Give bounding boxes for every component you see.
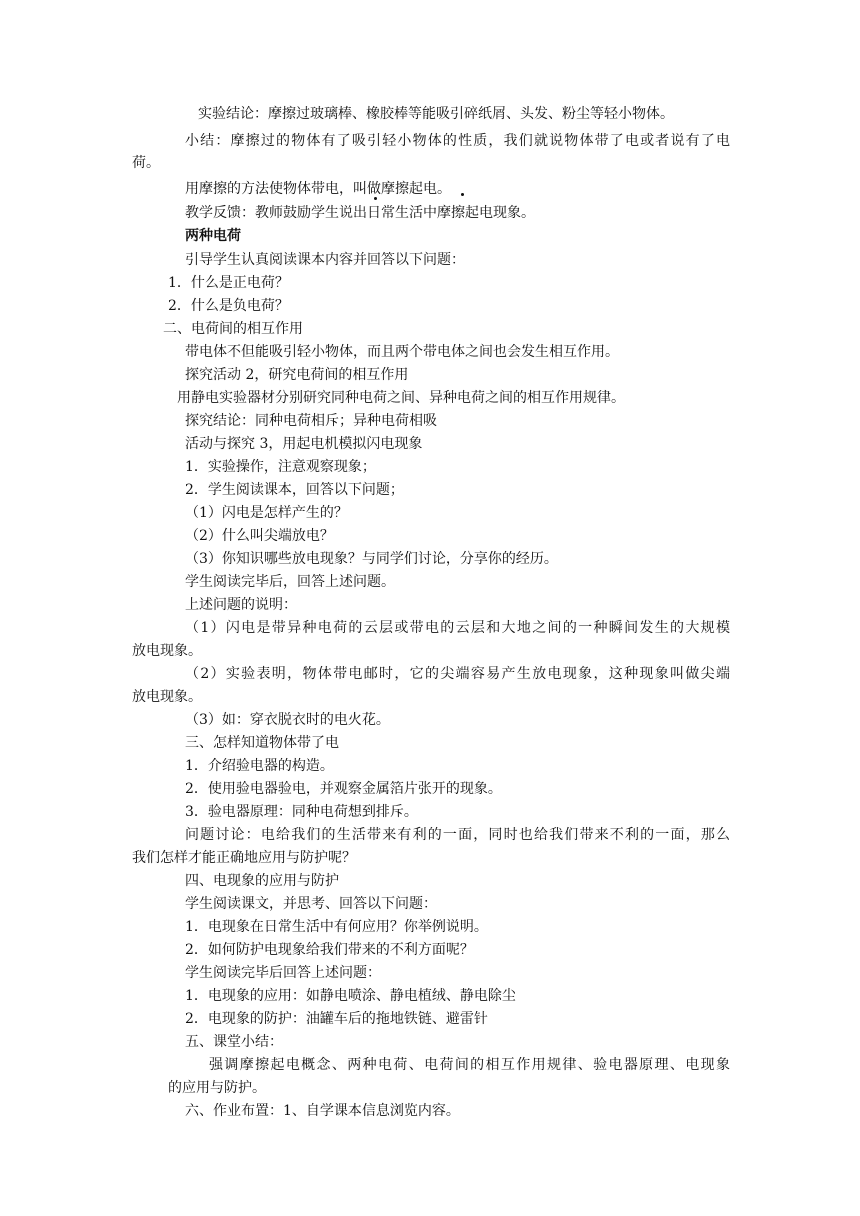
text-line: 用静电实验器材分别研究同种电荷之间、异种电荷之间的相互作用规律。	[177, 390, 625, 406]
section-heading: 二、电荷间的相互作用	[163, 321, 303, 337]
text-line: 实验结论：摩擦过玻璃棒、橡胶棒等能吸引碎纸屑、头发、粉尘等轻小物体。	[198, 106, 674, 122]
text-line: （2）什么叫尖端放电？	[185, 528, 334, 544]
text-line: 1．什么是正电荷？	[168, 275, 289, 291]
text-line: 学生阅读完毕后，回答上述问题。	[185, 574, 395, 590]
text-line: 带电体不但能吸引轻小物体，而且两个带电体之间也会发生相互作用。	[185, 344, 619, 360]
text-line: 2．学生阅读课本，回答以下问题；	[185, 482, 404, 498]
text-line: （1）闪电是怎样产生的？	[185, 505, 348, 521]
text-line: 教学反馈：教师鼓励学生说出日常生活中摩擦起电现象。	[185, 205, 535, 221]
section-heading: 六、作业布置：1、自学课本信息浏览内容。	[185, 1103, 460, 1119]
text-line: （2）实验表明，物体带电邮时，它的尖端容易产生放电现象，这种现象叫做尖端	[185, 666, 730, 682]
text-line: （3）如：穿衣脱衣时的电火花。	[185, 712, 390, 728]
text-line: 引导学生认真阅读课本内容并回答以下问题：	[185, 252, 465, 268]
text-line: 荷。	[132, 155, 160, 171]
section-heading: 五、课堂小结：	[185, 1034, 283, 1050]
emphasis-dot	[374, 197, 377, 200]
text-line: 放电现象。	[132, 643, 202, 659]
emphasis-dot	[461, 193, 464, 196]
text-line: 3．验电器原理：同种电荷想到排斥。	[185, 804, 418, 820]
text-line: 我们怎样才能正确地应用与防护呢？	[132, 850, 356, 866]
section-heading: 四、电现象的应用与防护	[185, 873, 339, 889]
section-heading: 三、怎样知道物体带了电	[185, 735, 339, 751]
text-line: 探究活动 2，研究电荷间的相互作用	[185, 367, 409, 383]
text-line: 上述问题的说明：	[185, 597, 297, 613]
text-line: （3）你知识哪些放电现象？与同学们讨论，分享你的经历。	[185, 551, 558, 567]
text-line: 探究结论：同种电荷相斥；异种电荷相吸	[185, 413, 437, 429]
text-line: 放电现象。	[132, 689, 202, 705]
text-line: 问题讨论：电给我们的生活带来有利的一面，同时也给我们带来不利的一面，那么	[185, 827, 730, 843]
text-line: 强调摩擦起电概念、两种电荷、电荷间的相互作用规律、验电器原理、电现象	[209, 1057, 730, 1073]
text-line: 2．如何防护电现象给我们带来的不利方面呢？	[185, 942, 474, 958]
text-line: 活动与探究 3，用起电机模拟闪电现象	[185, 436, 423, 452]
text-line: 2．使用验电器验电，并观察金属箔片张开的现象。	[185, 781, 502, 797]
text-line: 2．电现象的防护：油罐车后的拖地铁链、避雷针	[185, 1011, 488, 1027]
section-heading: 两种电荷	[185, 228, 241, 244]
text-line: 用摩擦的方法使物体带电，叫做摩擦起电。	[185, 181, 451, 197]
text-line: 学生阅读课文，并思考、回答以下问题：	[185, 896, 437, 912]
text-line: 小结：摩擦过的物体有了吸引轻小物体的性质，我们就说物体带了电或者说有了电	[185, 133, 730, 149]
text-line: 学生阅读完毕后回答上述问题：	[185, 965, 381, 981]
text-line: 1．实验操作，注意观察现象；	[185, 459, 376, 475]
text-line: 1．电现象的应用：如静电喷涂、静电植绒、静电除尘	[185, 988, 516, 1004]
text-line: 1．电现象在日常生活中有何应用？你举例说明。	[185, 919, 488, 935]
text-line: 的应用与防护。	[168, 1080, 266, 1096]
text-line: 2．什么是负电荷？	[168, 298, 289, 314]
text-line: 1．介绍验电器的构造。	[185, 758, 334, 774]
text-line: （1）闪电是带异种电荷的云层或带电的云层和大地之间的一种瞬间发生的大规模	[185, 620, 730, 636]
